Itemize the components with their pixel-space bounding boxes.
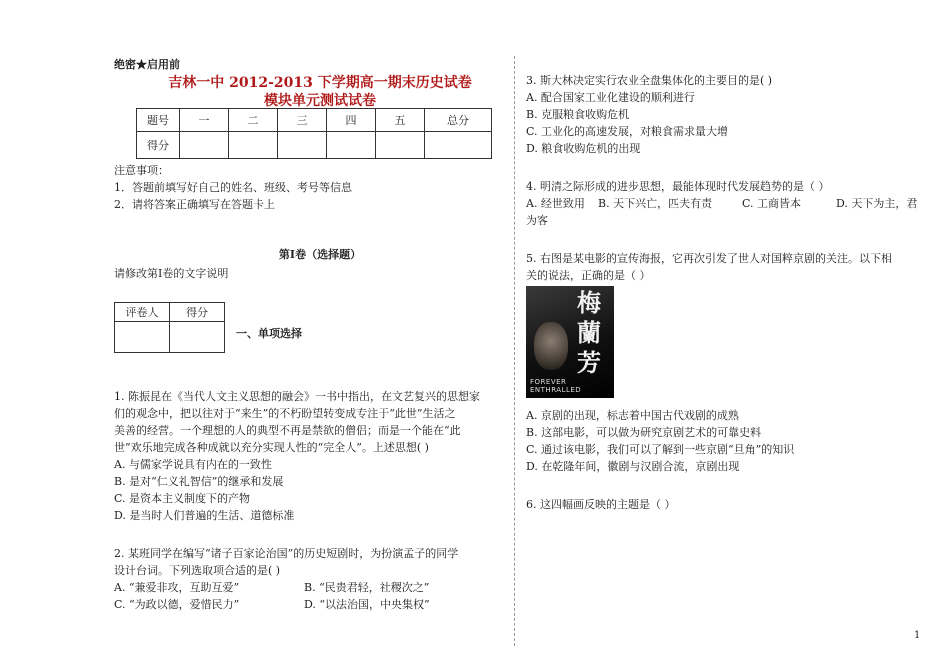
score-row-label: 得分: [137, 132, 180, 159]
score-header-cell: 五: [376, 109, 425, 132]
question-5-option: A. 京剧的出现，标志着中国古代戏剧的成熟: [526, 409, 739, 422]
question-1-text: 世”欢乐地完成各种成就以充分实现人性的“完全人”。上述思想( ): [114, 441, 429, 454]
question-1-option: C. 是资本主义制度下的产物: [114, 492, 251, 505]
question-2-option: A. “兼爱非攻，互助互爱”: [114, 581, 240, 594]
question-3-option: C. 工业化的高速发展，对粮食需求量大增: [526, 125, 729, 138]
question-6-text: 6. 这四幅画反映的主题是（ ）: [526, 498, 676, 511]
question-5-option: D. 在乾隆年间，徽剧与汉剧合流，京剧出现: [526, 460, 740, 473]
note-item: 1．答题前填写好自己的姓名、班级、考号等信息: [114, 181, 352, 194]
grader-header: 得分: [170, 303, 225, 322]
page-number: 1: [914, 630, 921, 641]
question-4-text: 4. 明清之际形成的进步思想，最能体现时代发展趋势的是（ ）: [526, 180, 830, 193]
score-header-cell: 一: [180, 109, 229, 132]
grader-cell: [170, 322, 225, 353]
question-4-option: D. 天下为主，君: [836, 197, 918, 210]
question-3-text: 3. 斯大林决定实行农业全盘集体化的主要目的是( ): [526, 74, 773, 87]
question-1-text: 1. 陈振昆在《当代人文主义思想的融会》一书中指出，在文艺复兴的思想家: [114, 390, 480, 403]
score-cell: [180, 132, 229, 159]
score-cell: [327, 132, 376, 159]
grader-cell: [115, 322, 170, 353]
question-4-option: C. 工商皆本: [742, 197, 802, 210]
question-1-option: A. 与儒家学说具有内在的一致性: [114, 458, 272, 471]
score-table: [136, 108, 492, 159]
question-2-option: C. “为政以德，爱惜民力”: [114, 598, 240, 611]
question-1-text: 们的观念中，把以往对于“来生”的不朽盼望转变成专注于“此世”生活之: [114, 407, 456, 420]
part-title: 一、单项选择: [236, 327, 302, 340]
question-2-option: B. “民贵君轻，社稷次之”: [304, 581, 430, 594]
section-title: 第Ⅰ卷（选择题）: [278, 248, 362, 261]
question-4-option-wrap: 为客: [526, 214, 548, 227]
confidential-mark: 绝密★启用前: [114, 58, 180, 71]
question-5-text: 关的说法，正确的是（ ）: [526, 269, 651, 282]
poster-calligraphy: 梅蘭芳: [577, 288, 601, 377]
poster-portrait: [534, 322, 568, 370]
poster-english-title: FOREVER ENTHRALLED: [530, 378, 582, 394]
question-3-option: A. 配合国家工业化建设的顺利进行: [526, 91, 695, 104]
section-description: 请修改第Ⅰ卷的文字说明: [114, 267, 229, 280]
question-5-option: B. 这部电影，可以做为研究京剧艺术的可靠史料: [526, 426, 762, 439]
question-2-text: 设计台词。下列选取项合适的是( ): [114, 564, 281, 577]
score-header-cell: 四: [327, 109, 376, 132]
score-header-cell: 题号: [137, 109, 180, 132]
question-5-text: 5. 右图是某电影的宣传海报，它再次引发了世人对国粹京剧的关注。以下相: [526, 252, 892, 265]
grader-table: [114, 302, 225, 353]
question-1-option: D. 是当时人们普遍的生活、道德标准: [114, 509, 295, 522]
question-5-option: C. 通过该电影，我们可以了解到一些京剧“旦角”的知识: [526, 443, 795, 456]
question-2-text: 2. 某班同学在编写“诸子百家论治国”的历史短剧时，为扮演孟子的同学: [114, 547, 459, 560]
score-cell: [425, 132, 492, 159]
score-cell: [229, 132, 278, 159]
question-3-option: D. 粮食收购危机的出现: [526, 142, 641, 155]
question-4-option: B. 天下兴亡，匹夫有责: [598, 197, 713, 210]
exam-title: 吉林一中 2012-2013 下学期高一期末历史试卷: [168, 75, 472, 91]
question-1-option: B. 是对“仁义礼智信”的继承和发展: [114, 475, 284, 488]
question-3-option: B. 克服粮食收购危机: [526, 108, 630, 121]
score-cell: [278, 132, 327, 159]
movie-poster-image: [526, 286, 614, 398]
score-header-cell: 二: [229, 109, 278, 132]
question-4-option: A. 经世致用: [526, 197, 585, 210]
question-2-option: D. “以法治国，中央集权”: [304, 598, 430, 611]
notes-heading: 注意事项：: [114, 164, 169, 177]
column-divider: [514, 56, 515, 646]
exam-subtitle: 模块单元测试试卷: [264, 93, 376, 109]
grader-header: 评卷人: [115, 303, 170, 322]
score-header-cell: 总分: [425, 109, 492, 132]
score-header-cell: 三: [278, 109, 327, 132]
note-item: 2．请将答案正确填写在答题卡上: [114, 198, 275, 211]
score-cell: [376, 132, 425, 159]
question-1-text: 美善的经营。一个理想的人的典型不再是禁欲的僧侣；而是一个能在“此: [114, 424, 461, 437]
